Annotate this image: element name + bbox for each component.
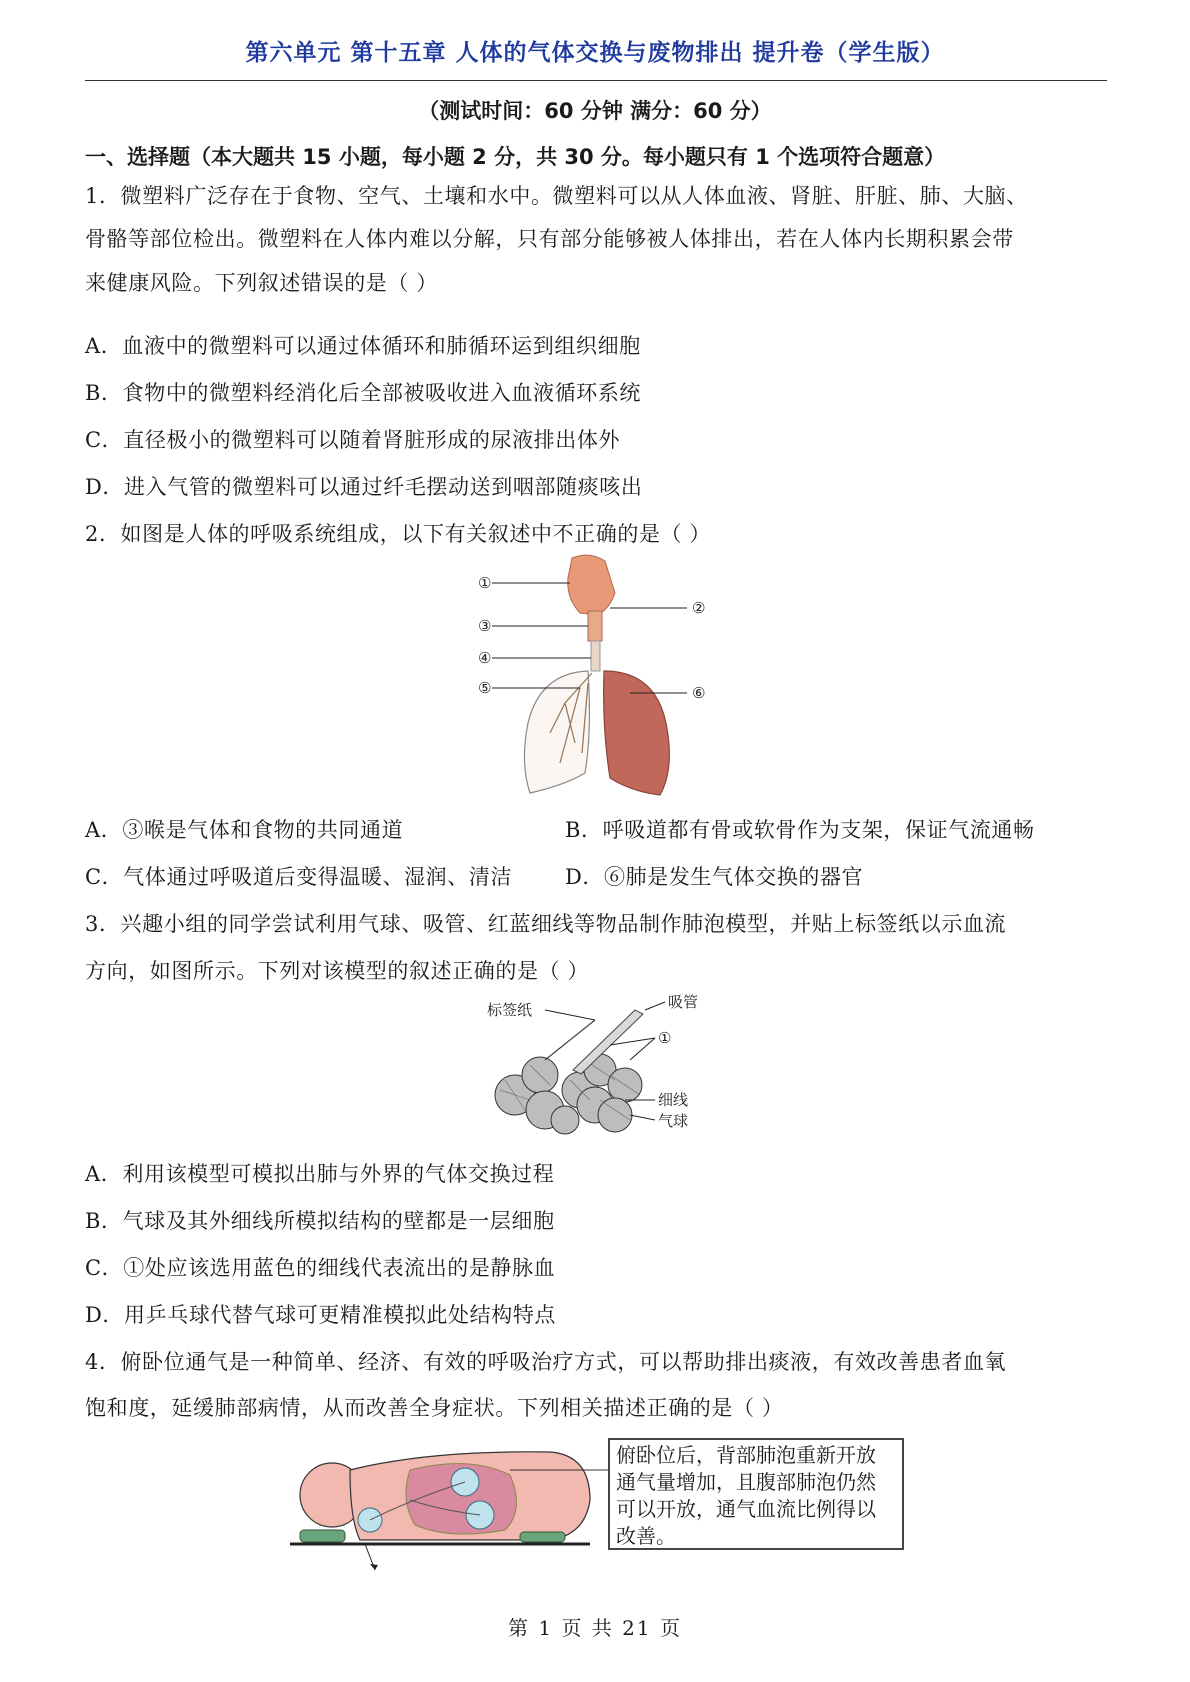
callout-line-4: 改善。 [616,1524,676,1548]
q2-option-a[interactable]: A．③喉是气体和食物的共同通道 [85,818,404,842]
q2-option-b[interactable]: B．呼吸道都有骨或软骨作为支架，保证气流通畅 [565,818,1035,842]
prone-ventilation-callout [608,1438,904,1550]
alveolus-model-figure [485,990,725,1140]
callout-line-2: 通气量增加，且腹部肺泡仍然 [616,1470,876,1494]
q1-stem-line-1: 1．微塑料广泛存在于食物、空气、土壤和水中。微塑料可以从人体血液、肾脏、肝脏、肺、大脑、 [85,184,1028,208]
q4-stem-line-1: 4．俯卧位通气是一种简单、经济、有效的呼吸治疗方式，可以帮助排出痰液，有效改善患者血氧 [85,1350,1007,1374]
callout-line-1: 俯卧位后，背部肺泡重新开放 [616,1443,876,1467]
q2-option-c[interactable]: C．气体通过呼吸道后变得温暖、湿润、清洁 [85,865,513,889]
thread-label-text: 细线 [658,1091,689,1109]
page-number: 第 1 页 共 21 页 [508,1616,682,1640]
q3-option-c[interactable]: C．①处应该选用蓝色的细线代表流出的是静脉血 [85,1256,556,1280]
q2-option-d[interactable]: D．⑥肺是发生气体交换的器官 [565,865,864,889]
q1-option-c[interactable]: C．直径极小的微塑料可以随着肾脏形成的尿液排出体外 [85,428,621,452]
callout-line-3: 可以开放，通气血流比例得以 [616,1497,876,1521]
q1-stem-line-2: 骨骼等部位检出。微塑料在人体内难以分解，只有部分能够被人体排出，若在人体内长期积累会带 [85,227,1014,251]
q3-option-a[interactable]: A．利用该模型可模拟出肺与外界的气体交换过程 [85,1162,555,1186]
balloon-label-text: 气球 [658,1112,689,1130]
q3-option-b[interactable]: B．气球及其外细线所模拟结构的壁都是一层细胞 [85,1209,555,1233]
label-paper-text: 标签纸 [487,1001,533,1019]
q3-option-d[interactable]: D．用乒乓球代替气球可更精准模拟此处结构特点 [85,1303,557,1327]
figure-label-1: ① [478,574,492,592]
figure-label-3: ③ [478,617,492,635]
q1-stem-line-3: 来健康风险。下列叙述错误的是（ ） [85,271,438,295]
q1-option-d[interactable]: D．进入气管的微塑料可以通过纤毛摆动送到咽部随痰咳出 [85,475,643,499]
figure-label-5: ⑤ [478,679,492,697]
figure-label-6: ⑥ [692,684,706,702]
section-heading: 一、选择题（本大题共 15 小题，每小题 2 分，共 30 分。每小题只有 1 个选项符合题意） [85,145,946,169]
q1-option-a[interactable]: A．血液中的微塑料可以通过体循环和肺循环运到组织细胞 [85,334,641,358]
figure-label-2: ② [692,599,706,617]
header-divider [85,80,1107,81]
q3-stem-line-2: 方向，如图所示。下列对该模型的叙述正确的是（ ） [85,959,590,983]
q4-stem-line-2: 饱和度，延缓肺部病情，从而改善全身症状。下列相关描述正确的是（ ） [85,1396,784,1420]
q3-stem-line-1: 3．兴趣小组的同学尝试利用气球、吸管、红蓝细线等物品制作肺泡模型，并贴上标签纸以示血流 [85,912,1007,936]
time-and-score: （测试时间：60 分钟 满分：60 分） [418,99,772,123]
q2-stem: 2．如图是人体的呼吸系统组成，以下有关叙述中不正确的是（ ） [85,522,712,546]
straw-label-text: 吸管 [668,993,699,1011]
respiratory-system-figure [470,553,730,803]
figure-label-4: ④ [478,649,492,667]
prone-position-figure [290,1440,610,1580]
q1-option-b[interactable]: B．食物中的微塑料经消化后全部被吸收进入血液循环系统 [85,381,642,405]
document-title: 第六单元 第十五章 人体的气体交换与废物排出 提升卷（学生版） [245,40,945,66]
circled-1-label: ① [658,1029,672,1047]
